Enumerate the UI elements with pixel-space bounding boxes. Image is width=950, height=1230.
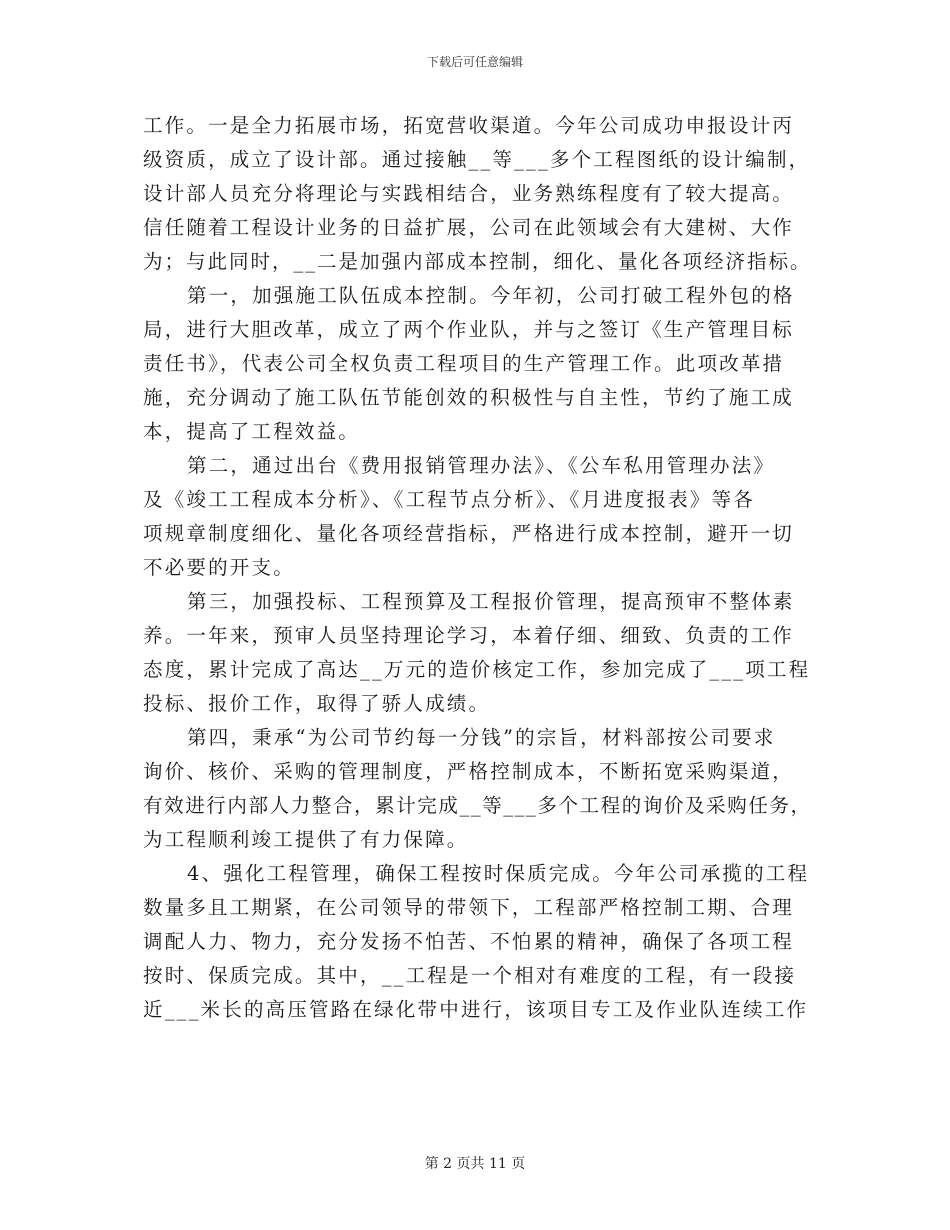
text-line: 近___米长的高压管路在绿化带中进行，该项目专工及作业队连续工作 — [143, 998, 809, 1021]
text-line: 投标、报价工作，取得了骄人成绩。 — [143, 692, 491, 715]
text-line: 信任随着工程设计业务的日益扩展，公司在此领域会有大建树、大作 — [143, 216, 795, 239]
text-line: 不必要的开支。 — [143, 556, 295, 579]
text-line: 第四，秉承“为公司节约每一分钱”的宗旨，材料部按公司要求 — [187, 726, 776, 749]
text-line: 责任书》，代表公司全权负责工程项目的生产管理工作。此项改革措 — [143, 352, 785, 375]
text-line: 态度，累计完成了高达__万元的造价核定工作，参加完成了___项工程 — [143, 658, 811, 681]
text-line: 第三，加强投标、工程预算及工程报价管理，提高预审不整体素 — [187, 590, 795, 613]
page-footer-number: 第 2 页共 11 页 — [424, 1156, 526, 1172]
text-line: 及《竣工工程成本分析》、《工程节点分析》、《月进度报表》等各 — [143, 488, 756, 511]
page-header-note: 下载后可任意编辑 — [426, 55, 523, 69]
text-line: 数量多且工期紧，在公司领导的带领下，工程部严格控制工期、合理 — [143, 896, 795, 919]
text-line: 项规章制度细化、量化各项经营指标，严格进行成本控制，避开一切 — [143, 522, 795, 545]
text-line: 养。一年来，预审人员坚持理论学习，本着仔细、细致、负责的工作 — [143, 624, 795, 647]
text-line: 有效进行内部人力整合，累计完成__等___多个工程的询价及采购任务， — [143, 794, 812, 817]
text-line: 调配人力、物力，充分发扬不怕苦、不怕累的精神，确保了各项工程 — [143, 930, 795, 953]
text-line: 施，充分调动了施工队伍节能创效的积极性与自主性，节约了施工成 — [143, 386, 795, 409]
text-line: 级资质，成立了设计部。通过接触__等___多个工程图纸的设计编制， — [143, 148, 811, 171]
text-line: 为工程顺利竣工提供了有力保障。 — [143, 828, 469, 851]
text-line: 第二，通过出台《费用报销管理办法》、《公车私用管理办法》 — [187, 454, 776, 477]
document-body — [143, 109, 813, 1027]
text-line: 按时、保质完成。其中，__工程是一个相对有难度的工程，有一段接 — [143, 964, 797, 987]
text-line: 询价、核价、采购的管理制度，严格控制成本，不断拓宽采购渠道， — [143, 760, 795, 783]
text-line: 本，提高了工程效益。 — [143, 420, 361, 443]
text-line: 为；与此同时，__二是加强内部成本控制，细化、量化各项经济指标。 — [143, 250, 812, 273]
text-line: 工作。一是全力拓展市场，拓宽营收渠道。今年公司成功申报设计丙 — [143, 114, 795, 137]
text-line: 局，进行大胆改革，成立了两个作业队，并与之签订《生产管理目标 — [143, 318, 795, 341]
text-line: 4、强化工程管理，确保工程按时保质完成。今年公司承揽的工程 — [187, 862, 810, 885]
text-line: 第一，加强施工队伍成本控制。今年初，公司打破工程外包的格 — [187, 284, 795, 307]
text-line: 设计部人员充分将理论与实践相结合，业务熟练程度有了较大提高。 — [143, 182, 795, 205]
